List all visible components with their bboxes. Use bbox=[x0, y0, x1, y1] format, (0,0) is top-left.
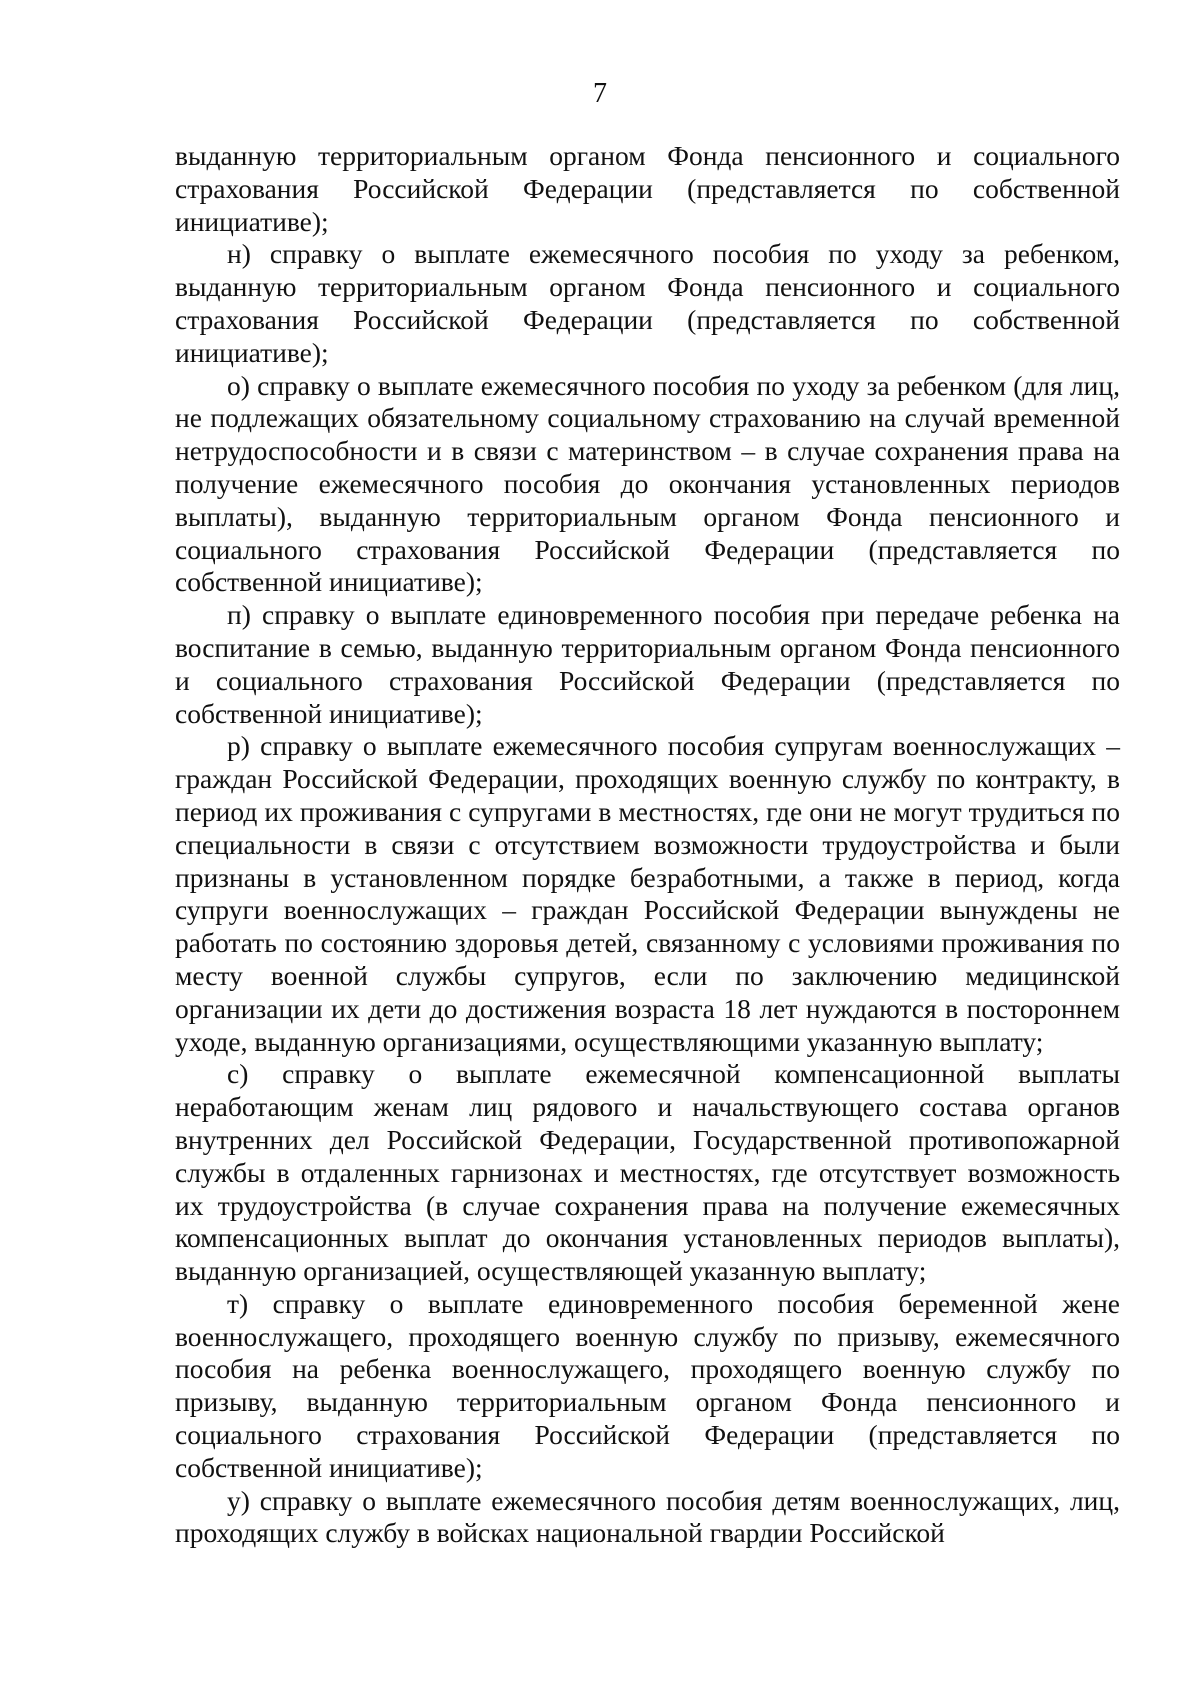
paragraph-continuation: выданную территориальным органом Фонда пенсионного и социального страхования Российской Федерации (представляется по собственной инициативе); bbox=[175, 140, 1120, 237]
paragraph-item-s: с) справку о выплате ежемесячной компенсационной выплаты неработающим женам лиц рядового и начальствующего состава органов внутренних дел Российской Федерации, Государственной противопожарной службы в отдаленных гарнизонах и местностях, где отсутствует возможность их трудоустройства (в случае сохранения права на получение ежемесячных компенсационных выплат до окончания установленных периодов выплаты), выданную организацией, осуществляющей указанную выплату; bbox=[175, 1058, 1120, 1287]
paragraph-item-o: о) справку о выплате ежемесячного пособия по уходу за ребенком (для лиц, не подлежащих обязательному социальному страхованию на случай временной нетрудоспособности и в связи с материнством – в случае сохранения права на получение ежемесячного пособия до окончания установленных периодов выплаты), выданную территориальным органом Фонда пенсионного и социального страхования Российской Федерации (представляется по собственной инициативе); bbox=[175, 369, 1120, 598]
page-number: 7 bbox=[593, 78, 607, 109]
paragraph-item-r: р) справку о выплате ежемесячного пособия супругам военнослужащих – граждан Российской Федерации, проходящих военную службу по контракту, в период их проживания с супругами в местностях, где они не могут трудиться по специальности в связи с отсутствием возможности трудоустройства и были признаны в установленном порядке безработными, а также в период, когда супруги военнослужащих – граждан Российской Федерации вынуждены не работать по состоянию здоровья детей, связанному с условиями проживания по месту военной службы супругов, если по заключению медицинской организации их дети до достижения возраста 18 лет нуждаются в постороннем уходе, выданную организациями, осуществляющими указанную выплату; bbox=[175, 730, 1120, 1057]
document-body bbox=[175, 140, 1120, 1550]
paragraph-item-p: п) справку о выплате единовременного пособия при передаче ребенка на воспитание в семью, выданную территориальным органом Фонда пенсионного и социального страхования Российской Федерации (представляется по собственной инициативе); bbox=[175, 599, 1120, 729]
paragraph-item-n: н) справку о выплате ежемесячного пособия по уходу за ребенком, выданную территориальным органом Фонда пенсионного и социального страхования Российской Федерации (представляется по собственной инициативе); bbox=[175, 238, 1120, 368]
paragraph-item-u: у) справку о выплате ежемесячного пособия детям военнослужащих, лиц, проходящих службу в войсках национальной гвардии Российской bbox=[175, 1484, 1120, 1549]
paragraph-item-t: т) справку о выплате единовременного пособия беременной жене военнослужащего, проходящего военную службу по призыву, ежемесячного пособия на ребенка военнослужащего, проходящего военную службу по призыву, выданную территориальным органом Фонда пенсионного и социального страхования Российской Федерации (представляется по собственной инициативе); bbox=[175, 1287, 1120, 1483]
